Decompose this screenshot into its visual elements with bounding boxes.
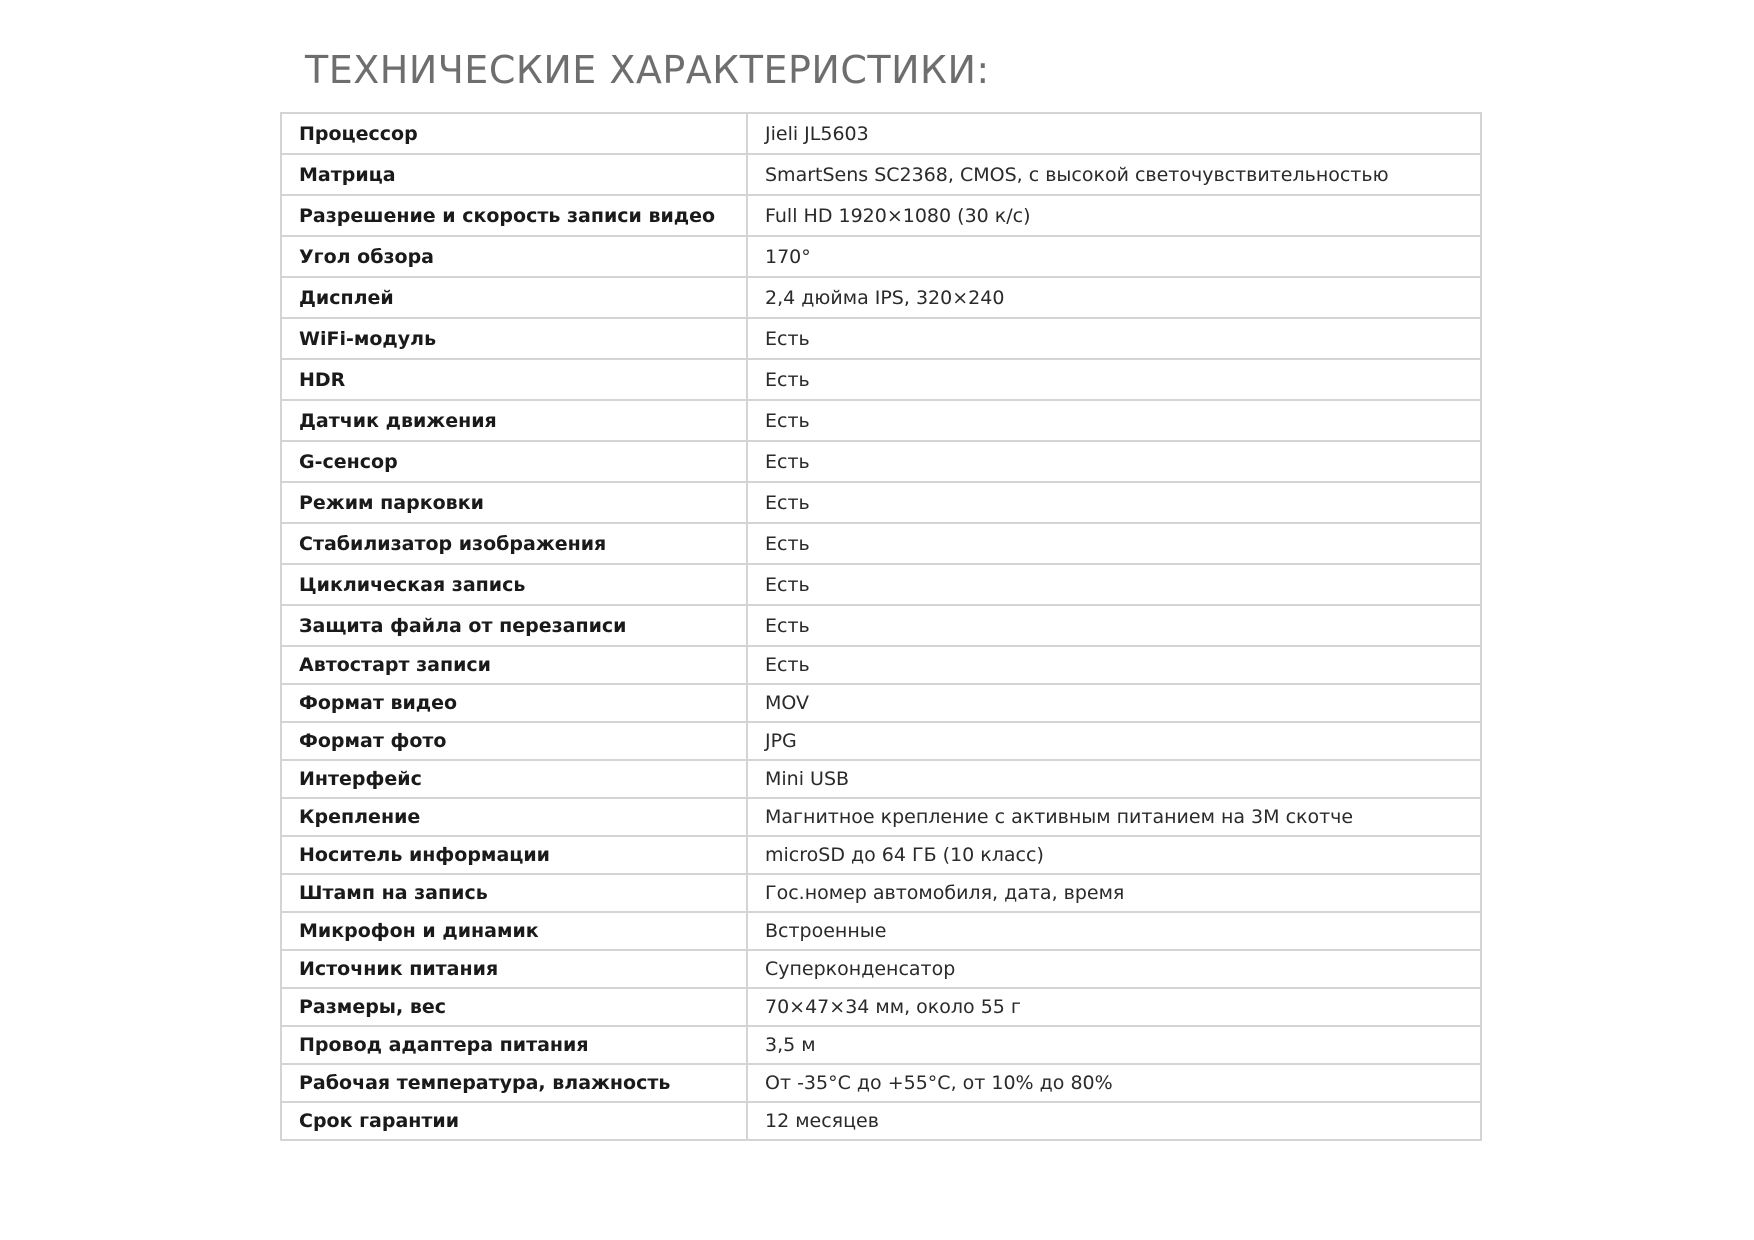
spec-value: Есть (747, 523, 1481, 564)
table-row (281, 950, 1481, 988)
spec-name: Датчик движения (281, 400, 747, 441)
spec-value: microSD до 64 ГБ (10 класс) (747, 836, 1481, 874)
spec-name: Циклическая запись (281, 564, 747, 605)
specifications-table (280, 112, 1482, 1141)
spec-name: HDR (281, 359, 747, 400)
table-row (281, 1102, 1481, 1140)
spec-name: WiFi-модуль (281, 318, 747, 359)
table-row (281, 236, 1481, 277)
table-row (281, 482, 1481, 523)
table-row (281, 760, 1481, 798)
spec-name: Крепление (281, 798, 747, 836)
spec-name: Автостарт записи (281, 646, 747, 684)
spec-value: MOV (747, 684, 1481, 722)
spec-value: JPG (747, 722, 1481, 760)
spec-name: Рабочая температура, влажность (281, 1064, 747, 1102)
table-row (281, 564, 1481, 605)
spec-name: Матрица (281, 154, 747, 195)
spec-value: Есть (747, 605, 1481, 646)
table-row (281, 912, 1481, 950)
spec-name: Источник питания (281, 950, 747, 988)
spec-value: Гос.номер автомобиля, дата, время (747, 874, 1481, 912)
spec-value: Суперконденсатор (747, 950, 1481, 988)
table-row (281, 798, 1481, 836)
spec-name: Срок гарантии (281, 1102, 747, 1140)
spec-name: Размеры, вес (281, 988, 747, 1026)
table-row (281, 874, 1481, 912)
table-row (281, 836, 1481, 874)
spec-value: Full HD 1920×1080 (30 к/с) (747, 195, 1481, 236)
spec-value: Есть (747, 646, 1481, 684)
spec-name: Микрофон и динамик (281, 912, 747, 950)
spec-value: 170° (747, 236, 1481, 277)
spec-name: Провод адаптера питания (281, 1026, 747, 1064)
spec-name: Формат видео (281, 684, 747, 722)
table-row (281, 1026, 1481, 1064)
spec-name: Формат фото (281, 722, 747, 760)
spec-name: Разрешение и скорость записи видео (281, 195, 747, 236)
spec-value: Есть (747, 564, 1481, 605)
spec-value: Есть (747, 400, 1481, 441)
table-row (281, 523, 1481, 564)
table-row (281, 195, 1481, 236)
spec-value: От -35°С до +55°С, от 10% до 80% (747, 1064, 1481, 1102)
spec-name: Дисплей (281, 277, 747, 318)
spec-value: 70×47×34 мм, около 55 г (747, 988, 1481, 1026)
table-row (281, 113, 1481, 154)
spec-name: Процессор (281, 113, 747, 154)
spec-value: Магнитное крепление с активным питанием на 3М скотче (747, 798, 1481, 836)
spec-name: Интерфейс (281, 760, 747, 798)
spec-value: Mini USB (747, 760, 1481, 798)
spec-name: Стабилизатор изображения (281, 523, 747, 564)
table-row (281, 154, 1481, 195)
spec-value: Есть (747, 318, 1481, 359)
spec-name: G-сенсор (281, 441, 747, 482)
table-row (281, 988, 1481, 1026)
spec-name: Штамп на запись (281, 874, 747, 912)
table-row (281, 400, 1481, 441)
spec-name: Угол обзора (281, 236, 747, 277)
spec-value: 2,4 дюйма IPS, 320×240 (747, 277, 1481, 318)
spec-value: Встроенные (747, 912, 1481, 950)
table-row (281, 277, 1481, 318)
table-row (281, 318, 1481, 359)
spec-name: Режим парковки (281, 482, 747, 523)
table-row (281, 1064, 1481, 1102)
table-row (281, 605, 1481, 646)
table-row (281, 646, 1481, 684)
spec-name: Защита файла от перезаписи (281, 605, 747, 646)
spec-value: Есть (747, 359, 1481, 400)
spec-value: 12 месяцев (747, 1102, 1481, 1140)
page-title: ТЕХНИЧЕСКИЕ ХАРАКТЕРИСТИКИ: (305, 48, 990, 92)
table-row (281, 441, 1481, 482)
spec-value: 3,5 м (747, 1026, 1481, 1064)
table-row (281, 722, 1481, 760)
spec-value: Jieli JL5603 (747, 113, 1481, 154)
spec-name: Носитель информации (281, 836, 747, 874)
table-row (281, 359, 1481, 400)
spec-value: SmartSens SC2368, CMOS, с высокой светочувствительностью (747, 154, 1481, 195)
spec-value: Есть (747, 482, 1481, 523)
table-row (281, 684, 1481, 722)
spec-value: Есть (747, 441, 1481, 482)
